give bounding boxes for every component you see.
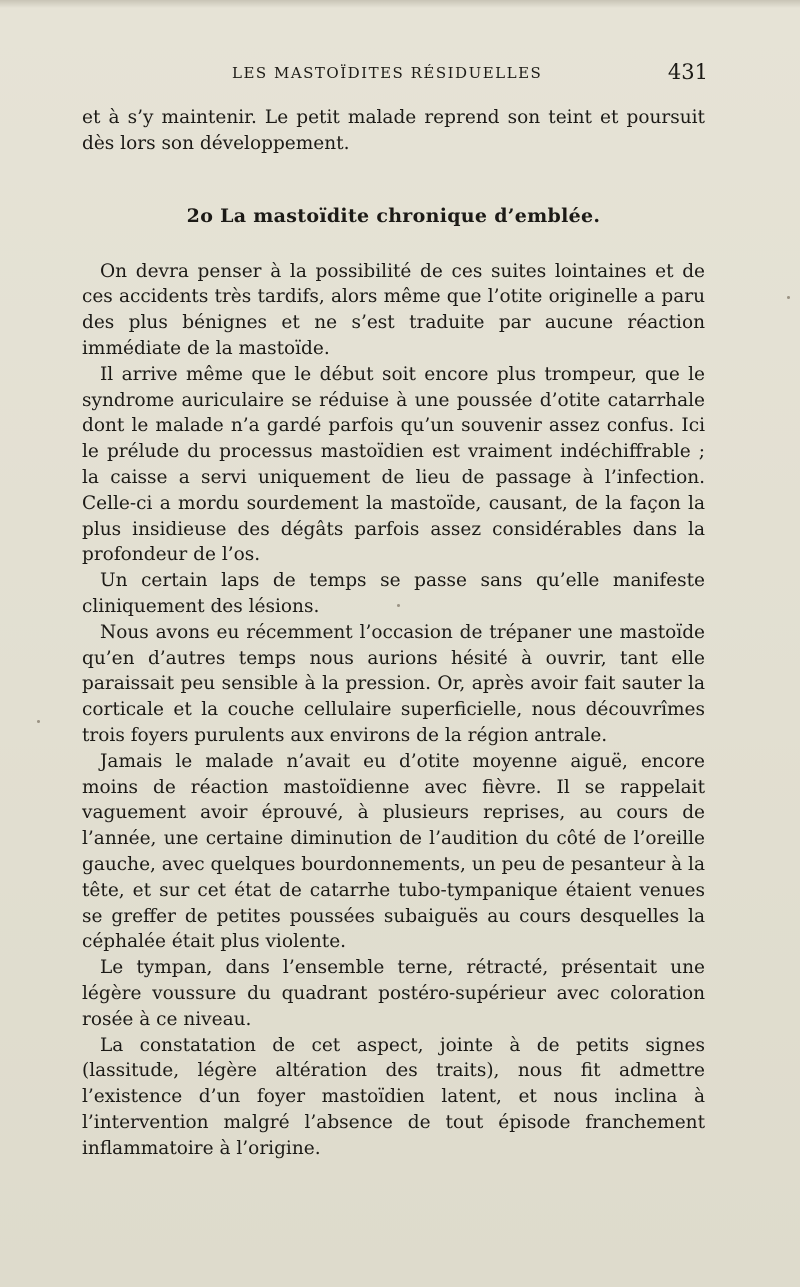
paragraph: On devra penser à la possibilité de ces suites lointaines et de ces accidents très tardifs, alors même que l’otite originelle a paru des plus bénignes et ne s’est traduite par aucune réaction immédiate de la mastoïde. — [82, 260, 705, 359]
page-body — [82, 105, 705, 1161]
paper-speck — [37, 720, 40, 723]
section-heading: 2o La mastoïdite chronique d’emblée. — [186, 204, 601, 227]
running-head — [82, 60, 708, 88]
paper-speck — [397, 604, 400, 607]
paragraph: La constatation de cet aspect, jointe à de petits signes (lassitude, légère altération des traits), nous fit admettre l’existence d’un foyer mastoïdien latent, et nous inclina à l’intervention malgré l’absence de tout épisode franchement inflammatoire à l’origine. — [82, 1034, 705, 1159]
paragraph: Nous avons eu récemment l’occasion de trépaner une mastoïde qu’en d’autres temps nous aurions hésité à ouvrir, tant elle paraissait peu sensible à la pression. Or, après avoir fait sauter la corticale et la couche cellulaire superficielle, nous découvrîmes trois foyers purulents aux environs de la région antrale. — [82, 621, 705, 746]
page-number: 431 — [667, 60, 708, 84]
paragraph: Jamais le malade n’avait eu d’otite moyenne aiguë, encore moins de réaction mastoïdienne avec fièvre. Il se rappelait vaguement avoir éprouvé, à plusieurs reprises, au cours de l’année, une certaine diminution de l’audition du côté de l’oreille gauche, avec quelques bourdonnements, un peu de pesanteur à la tête, et sur cet état de catarrhe tubo-tympanique étaient venues se greffer de petites poussées subaiguës au cours desquelles la céphalée était plus violente. — [82, 750, 705, 953]
paragraph: Le tympan, dans l’ensemble terne, rétracté, présentait une légère voussure du quadrant postéro-supérieur avec coloration rosée à ce niveau. — [82, 957, 705, 1030]
paragraph: Il arrive même que le début soit encore plus trompeur, que le syndrome auriculaire se réduise à une poussée d’otite catarrhale dont le malade n’a gardé parfois qu’un souvenir assez confus. Ici le prélude du processus mastoïdien est vraiment indéchiffrable ; la caisse a servi uniquement de lieu de passage à l’infection. Celle-ci a mordu sourdement la mastoïde, causant, de la façon la plus insidieuse des dégâts parfois assez considérables dans la profondeur de l’os. — [82, 363, 705, 566]
paragraph: Un certain laps de temps se passe sans qu’elle manifeste cliniquement des lésions. — [82, 570, 705, 617]
paragraph-continued: et à s’y maintenir. Le petit malade reprend son teint et poursuit dès lors son développement. — [82, 107, 705, 154]
page-top-shadow — [0, 0, 800, 8]
paper-speck — [787, 296, 790, 299]
running-title: LES MASTOÏDITES RÉSIDUELLES — [232, 64, 543, 82]
